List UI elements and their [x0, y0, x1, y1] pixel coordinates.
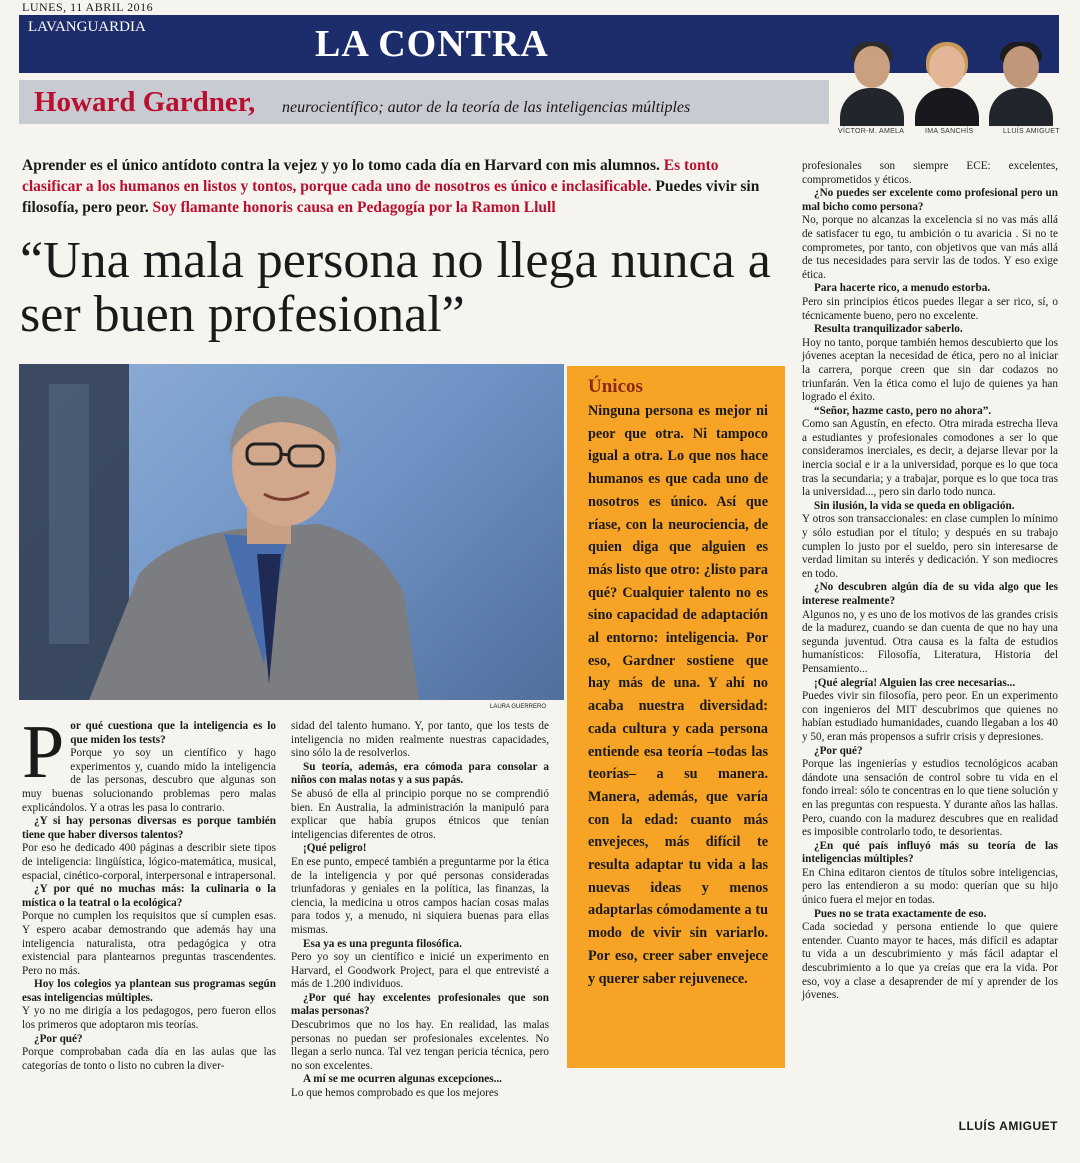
sidebar-title: Únicos [588, 376, 643, 397]
interview-answer: Pero yo soy un científico e inicié un experimento en Harvard, el Goodwork Project, para el que entrevisté a más de 1.200 individuos. [291, 951, 549, 991]
interview-question: or qué cuestiona que la inteligencia es lo que miden los tests? [70, 720, 276, 746]
lead-sentence: Soy flamante honoris causa en Pedagogía por la Ramon Llull [152, 199, 556, 216]
sidebar-text: Ninguna persona es mejor ni peor que otra. Ni tampoco igual a otra. Lo que nos hace humanos es que cada uno de nosotros es único. Así que ríase, con la neurociencia, de quien diga que alguien es más listo que otro: ¿listo para qué? Cualquier talento no es sino capacidad de adaptación al entorno: inteligencia. Por eso, Gardner sostiene que hay más de una. Y ahí no acaba nuestra diversidad: cada cultura y cada persona entiende esa teoría –todas las teorías– a su manera. Manera, además, que varía con la edad: cuanto más envejeces, más difícil te resulta adaptar tu vida a las nuevas ideas y menos adaptarlas cómodamente a tu modo de vivir sin variarlo. Por eso, creer saber envejece y querer saber rejuvenece. [588, 403, 768, 987]
interview-answer: No, porque no alcanzas la excelencia si no vas más allá de satisfacer tu ego, tu ambición o tu avaricia . Si no te comprometes, por tanto, con objetivos que van más allá de tus necesidades para servir las de todos. Y eso exige ética. [802, 214, 1058, 281]
interview-answer: Porque comprobaban cada día en las aulas que las categorías de tonto o listo no cubren la diver- [22, 1046, 276, 1072]
portrait-illustration [19, 364, 564, 700]
author-face [1003, 46, 1039, 88]
issue-date: LUNES, 11 ABRIL 2016 [22, 0, 154, 14]
interview-question: ¿No puedes ser excelente como profesional pero un mal bicho como persona? [802, 187, 1058, 213]
author-torso [989, 88, 1053, 126]
interview-question: ¡Qué alegría! Alguien las cree necesarias... [814, 676, 1016, 689]
author-torso [840, 88, 904, 126]
interview-answer: En ese punto, empecé también a preguntarme por la ética de la inteligencia y por qué personas consideradas triunfadoras y geniales en la política, las finanzas, la ciencia, la medicina u otros campos hacían cosas malas para todos y, a menudo, ni siquiera buenas para ellas mismas. [291, 855, 549, 936]
interview-answer: profesionales son siempre ECE: excelentes, comprometidos y éticos. [802, 160, 1058, 186]
author-torso [915, 88, 979, 126]
author-portrait [985, 40, 1057, 126]
headline: “Una mala persona no llega nunca a ser buen profesional” [20, 232, 771, 343]
interview-answer: Porque no cumplen los requisitos que sí cumplen esas. Y espero acabar demostrando que además hay una inteligencia naturalista, otra pedagógica y otra existencial para plantearnos preguntas trascendentes. Pero no más. [22, 910, 276, 977]
interview-answer: Se abusó de ella al principio porque no se comprendió bien. En Australia, la administración la manipuló para explicar que había grupos étnicos que tenían inteligencias diferentes de otros. [291, 787, 549, 841]
lead-paragraph [22, 155, 782, 218]
interview-answer: Puedes vivir sin filosofía, pero peor. En un experimento con ingenieros del MIT descubrimos que quienes no habían estudiado humanidades, cuando llegaban a los 40 y 50, eran más propensos a sufrir crisis y depresiones. [802, 690, 1058, 743]
interview-question: Resulta tranquilizador saberlo. [814, 323, 963, 336]
section-title: LA CONTRA [315, 23, 549, 65]
interview-question: Esa ya es una pregunta filosófica. [303, 937, 462, 950]
author-signature: LLUÍS AMIGUET [958, 1119, 1058, 1133]
interview-answer: Como san Agustín, en efecto. Otra mirada estrecha lleva a estudiantes y profesionales comodones a ser lo que consideramos inerciales, es decir, a dejarse llevar por la inercia social e ir a la universidad, porque es lo que toca tras la secundaria; y a trabajar, porque es lo que toca tras la universidad..., pero sin darlo todo nunca. [802, 418, 1058, 499]
interview-question: ¿Y por qué no muchas más: la culinaria o la mística o la teatral o la ecológica? [22, 883, 276, 909]
interview-question: ¿Por qué? [34, 1032, 83, 1045]
interview-answer: Cada sociedad y persona entiende lo que quiere entender. Cuanto mayor te haces, más difícil es adaptar tu vida a un descubrimiento y más fácil adaptar el descubrimiento a lo que ya creías que era la vida. Por eso, voy a clase a desaprender de mí y aprender de los jóvenes. [802, 921, 1058, 1002]
interview-answer: En China editaron cientos de títulos sobre inteligencias, pero las entendieron a su modo: querían que su hijo único fuera el mejor en todas. [802, 866, 1058, 907]
interview-answer: Por eso he dedicado 400 páginas a describir siete tipos de inteligencia: lingüística, lógico-matemática, musical, espacial, cinético-corporal, interpersonal e intrapersonal. [22, 842, 276, 882]
interview-answer: Lo que hemos comprobado es que los mejores [291, 1087, 499, 1100]
interview-question: Su teoría, además, era cómoda para consolar a niños con malas notas y a sus papás. [291, 760, 549, 787]
author-caption: LLUÍS AMIGUET [1003, 128, 1060, 135]
author-caption: VÍCTOR-M. AMELA [838, 128, 905, 135]
interview-answer: Porque las ingenierías y estudios tecnológicos acaban dándote una sensación de control sobre tu vida en el fondo irreal: sólo te concentras en lo que tiene solución y en las preguntas con respuesta. Y durante años las hallas. Pero, cuando con la madurez descubres que en realidad es imposible controlarlo todo, te desorientas. [802, 758, 1058, 839]
interview-answer: Pero sin principios éticos puedes llegar a ser rico, sí, o técnicamente bueno, pero no excelente. [802, 295, 1058, 322]
subject-role: neurocientífico; autor de la teoría de las inteligencias múltiples [282, 99, 691, 116]
interview-question: Sin ilusión, la vida se queda en obligación. [814, 499, 1015, 512]
article-column-1 [22, 710, 276, 1073]
article-column-3 [802, 160, 1058, 1003]
interview-question: ¿En qué país influyó más su teoría de las inteligencias múltiples? [802, 839, 1058, 866]
newspaper-logo: LAVANGUARDIA [28, 19, 146, 35]
interview-question: ¿Por qué? [814, 744, 863, 757]
photo-credit: LAURA GUERRERO [490, 704, 547, 710]
author-face [929, 46, 965, 88]
author-face [854, 46, 890, 88]
subject-name: Howard Gardner, [34, 86, 256, 118]
interview-answer: Descubrimos que no los hay. En realidad, las malas personas no puedan ser profesionales excelentes. No llegan a serlo nunca. Tal vez tengan pericia técnica, pero no son excelentes. [291, 1019, 549, 1072]
interview-question: ¡Qué peligro! [303, 842, 367, 855]
lead-sentence: Aprender es el único antídoto contra la vejez y yo lo tomo cada día en Harvard con mis alumnos. [22, 157, 660, 174]
interview-question: ¿Por qué hay excelentes profesionales que son malas personas? [291, 991, 549, 1018]
lead-sentence: Es tonto clasificar a los humanos en listos y tontos, porque cada uno de nosotros es único e inclasificable. [22, 157, 719, 195]
interview-answer: Algunos no, y es uno de los motivos de las grandes crisis de la madurez, cuando se dan cuenta de que no hay una segunda juventud. Otra causa es la falta de estudios humanísticos: Filosofía, Literatura, Historia del Pensamiento... [802, 608, 1058, 675]
subject-photo [19, 364, 564, 700]
drop-cap: P [22, 710, 65, 794]
interview-question: “Señor, hazme casto, pero no ahora”. [814, 404, 992, 417]
interview-question: ¿No descubren algún día de su vida algo que les interese realmente? [802, 581, 1058, 607]
interview-question: Para hacerte rico, a menudo estorba. [814, 282, 991, 295]
interview-question: Hoy los colegios ya plantean sus programas según esas inteligencias múltiples. [22, 978, 276, 1004]
author-portrait [911, 40, 983, 126]
interview-answer: sidad del talento humano. Y, por tanto, que los tests de inteligencia no miden realmente nuestras capacidades, sino sólo la de resolverlos. [291, 720, 549, 760]
author-portrait [836, 40, 908, 126]
interview-answer: Hoy no tanto, porque también hemos descubierto que los jóvenes aceptan la necesidad de ética, pero no al iniciar la carrera, porque creen que sin dar codazos no triunfarán. Ven la ética como el lujo de quienes ya han logrado el éxito. [802, 336, 1058, 404]
article-column-2 [291, 720, 549, 1101]
interview-answer: Porque yo soy un científico y hago experimentos y, cuando mido la inteligencia de las personas, descubro que algunas son muy buenas solucionando problemas pero malas explicándolos. Y a otras les pasa lo contrario. [22, 747, 276, 814]
interview-question: ¿Y si hay personas diversas es porque también tiene que haber diversos talentos? [22, 815, 276, 841]
interview-question: Pues no se trata exactamente de eso. [814, 907, 987, 920]
interview-question: A mí se me ocurren algunas excepciones... [303, 1073, 502, 1086]
interview-answer: Y otros son transaccionales: en clase cumplen lo mínimo y sólo estudian por el título; y después en su trabajo cumplen lo justo por el sueldo, pero sin interesarse de verdad limitan su interés y dedicación. Y son mediocres en todo. [802, 513, 1058, 580]
lead-sentence: Puedes vivir sin filosofía, pero peor. [22, 178, 760, 216]
interview-answer: Y yo no me dirigía a los pedagogos, pero fueron ellos los primeros que adoptaron mis teorías. [22, 1005, 276, 1032]
author-caption: IMA SANCHÍS [925, 128, 974, 135]
